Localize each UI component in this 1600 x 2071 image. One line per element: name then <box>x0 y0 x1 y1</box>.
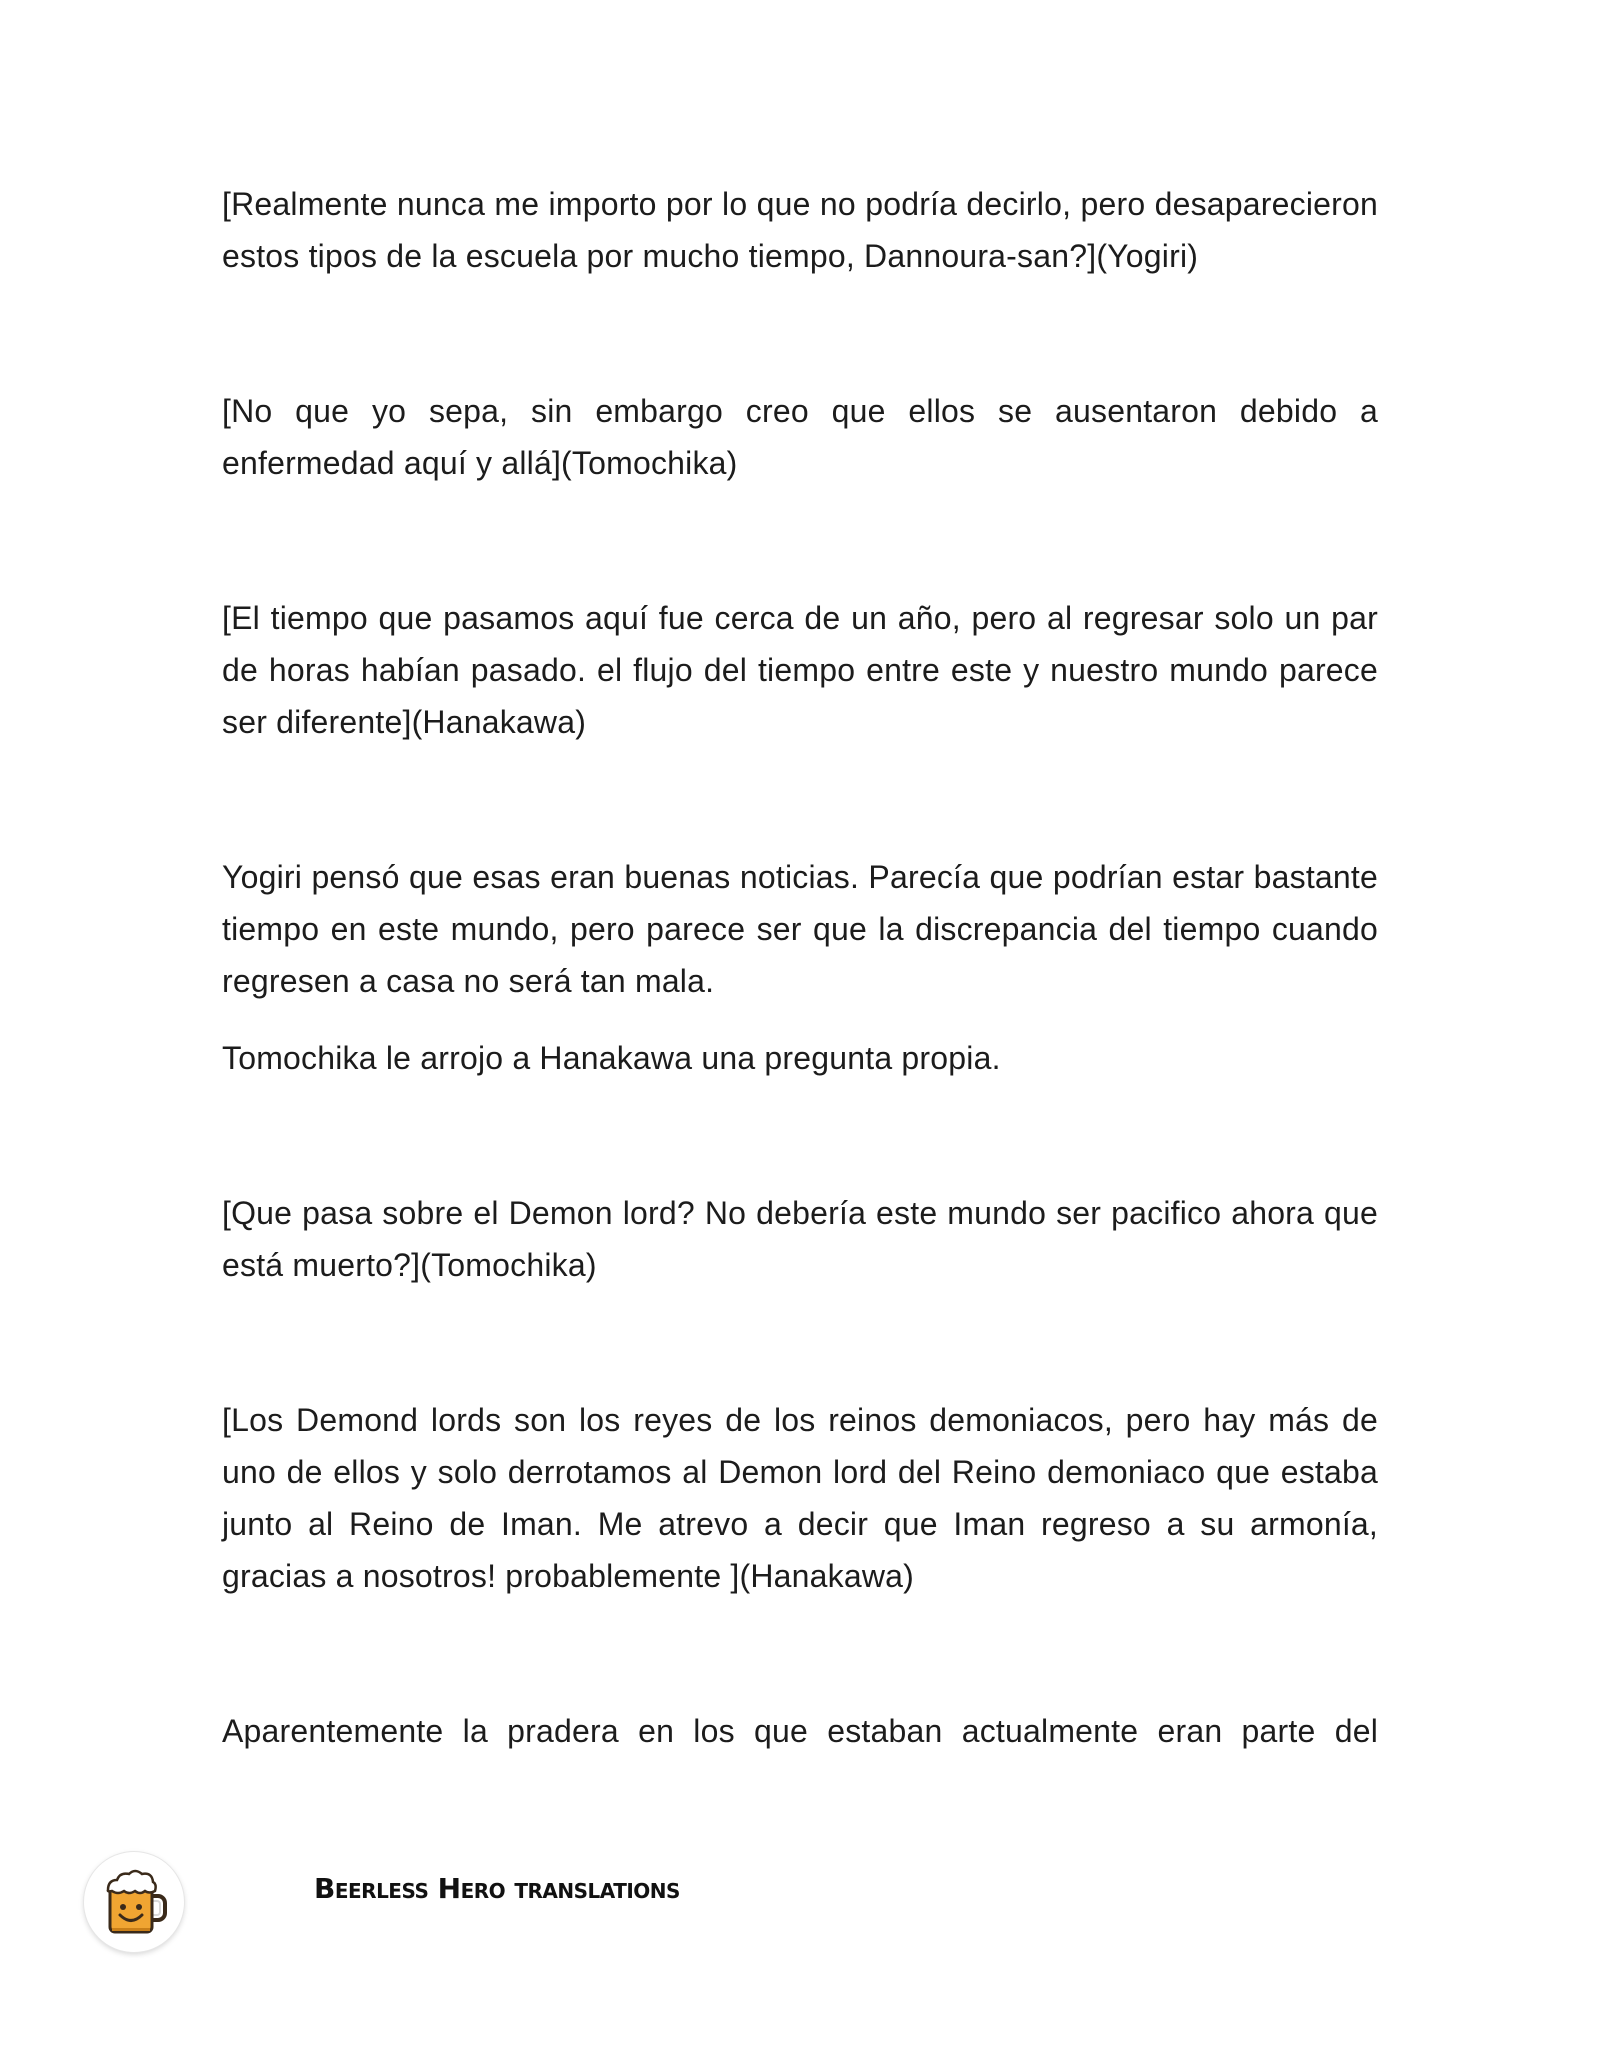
paragraph-prairie-continued: Aparentemente la pradera en los que estaban actualmente eran parte del <box>222 1713 1378 1749</box>
paragraph-demon-lord-question: [Que pasa sobre el Demon lord? No debería este mundo ser pacifico ahora que está muerto?](Tomochika) <box>222 1195 1378 1283</box>
paragraph-demon-lords-answer: [Los Demond lords son los reyes de los reinos demoniacos, pero hay más de uno de ellos y solo derrotamos al Demon lord del Reino demoniaco que estaba junto al Reino de Iman. Me atrevo a decir que Iman regreso a su armonía, gracias a nosotros! probablemente ](Hanakawa) <box>222 1402 1378 1594</box>
smiling-beer-mug-icon <box>84 1852 184 1952</box>
paragraph-yogiri-question: [Realmente nunca me importo por lo que no podría decirlo, pero desaparecieron estos tipos de la escuela por mucho tiempo, Dannoura-san?](Yogiri) <box>222 186 1378 274</box>
document-body <box>222 178 1378 1757</box>
paragraph-yogiri-thought: Yogiri pensó que esas eran buenas noticias. Parecía que podrían estar bastante tiempo en este mundo, pero parece ser que la discrepancia del tiempo cuando regresen a casa no será tan mala. <box>222 859 1378 999</box>
paragraph-hanakawa-time: [El tiempo que pasamos aquí fue cerca de un año, pero al regresar solo un par de horas habían pasado. el flujo del tiempo entre este y nuestro mundo parece ser diferente](Hanakawa) <box>222 600 1378 740</box>
paragraph-tomochika-reply: [No que yo sepa, sin embargo creo que ellos se ausentaron debido a enfermedad aquí y allá](Tomochika) <box>222 393 1378 481</box>
footer-brand-title: Beerless Hero translations <box>314 1872 680 1905</box>
paragraph-tomochika-asks: Tomochika le arrojo a Hanakawa una pregunta propia. <box>222 1040 1001 1076</box>
